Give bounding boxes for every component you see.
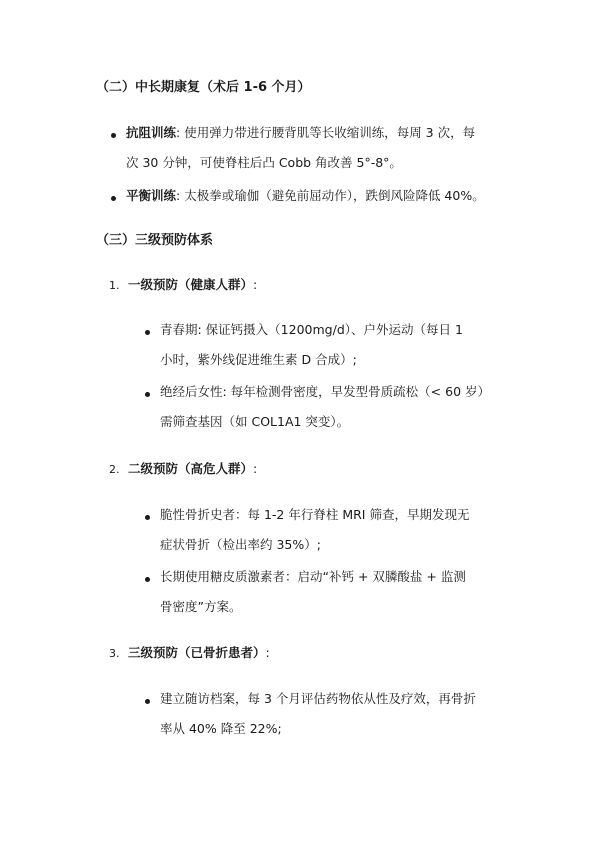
item-text-continuation: 次 30 分钟，可使脊柱后凸 Cobb 角改善 5°-8°。: [126, 155, 402, 170]
bullet-dot: [145, 699, 150, 704]
item-text: : 使用弹力带进行腰背肌等长收缩训练，每周 3 次，每: [176, 125, 476, 140]
item-label: 平衡训练: [126, 188, 177, 203]
level-colon: :: [253, 277, 258, 292]
level-heading-primary: [128, 276, 257, 294]
list-item-line: 率从 40% 降至 22%;: [160, 721, 282, 736]
list-item-line: 青春期: 保证钙摄入（1200mg/d）、户外运动（每日 1: [160, 322, 463, 337]
list-number: 2.: [109, 463, 120, 476]
list-item-line: 症状骨折（检出率约 35%）;: [160, 537, 321, 552]
bullet-dot: [145, 577, 150, 582]
list-item-line: 绝经后女性: 每年检测骨密度，早发型骨质疏松（< 60 岁）: [160, 384, 491, 399]
list-item-line: 小时，紫外线促进维生素 D 合成）;: [160, 352, 357, 367]
list-number: 1.: [109, 279, 120, 292]
level-heading-secondary: [128, 460, 257, 478]
list-item-balance-training: [126, 187, 485, 205]
item-label: 抗阻训练: [126, 125, 177, 140]
list-item-line: 脆性骨折史者：每 1-2 年行脊柱 MRI 筛查，早期发现无: [160, 507, 470, 522]
section-heading-prevention-system: （三）三级预防体系: [96, 233, 214, 248]
bullet-dot: [111, 196, 116, 201]
bullet-dot: [145, 515, 150, 520]
list-item-line: 建立随访档案，每 3 个月评估药物依从性及疗效，再骨折: [160, 691, 476, 706]
item-text: : 太极拳或瑜伽（避免前屈动作），跌倒风险降低 40%。: [176, 188, 485, 203]
level-colon: :: [265, 645, 270, 660]
level-heading-tertiary: [128, 644, 270, 662]
list-number: 3.: [109, 647, 120, 660]
level-title: 一级预防（健康人群）: [128, 277, 254, 292]
bullet-dot: [111, 133, 116, 138]
level-title: 三级预防（已骨折患者）: [128, 645, 266, 660]
list-item-line: 长期使用糖皮质激素者：启动“补钙 + 双膦酸盐 + 监测: [160, 569, 466, 584]
level-colon: :: [253, 461, 258, 476]
list-item-line: 需筛查基因（如 COL1A1 突变）。: [160, 414, 350, 429]
section-heading-midterm-rehab: （二）中长期康复（术后 1-6 个月）: [96, 80, 311, 95]
bullet-dot: [145, 392, 150, 397]
list-item-resistance-training: [126, 124, 475, 142]
level-title: 二级预防（高危人群）: [128, 461, 254, 476]
bullet-dot: [145, 330, 150, 335]
list-item-line: 骨密度”方案。: [160, 599, 242, 614]
